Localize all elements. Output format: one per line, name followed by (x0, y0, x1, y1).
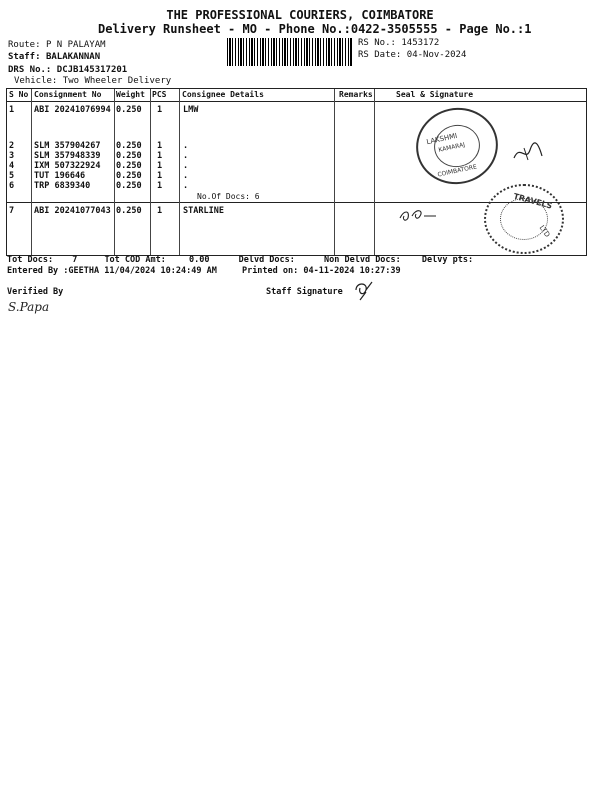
column-divider (374, 89, 375, 255)
column-divider (334, 89, 335, 255)
staff-row (8, 52, 100, 62)
row-3-sno: 3 (9, 151, 15, 161)
route-label: Route: (8, 40, 41, 50)
handwritten-signature (398, 206, 438, 224)
route-row (8, 40, 106, 50)
verified-by-label: Verified By (7, 287, 64, 297)
col-header-seal: Seal & Signature (396, 90, 474, 99)
row-6-weight: 0.250 (116, 181, 142, 191)
row-3-pcs: 1 (157, 151, 163, 161)
barcode-image (227, 38, 353, 66)
row-6-sno: 6 (9, 181, 15, 191)
row-7-consignee: STARLINE (183, 206, 224, 216)
row-3-consignment: SLM 357948339 (34, 151, 101, 161)
column-divider (150, 89, 151, 255)
row-4-pcs: 1 (157, 161, 163, 171)
tot-docs-label: Tot Docs: (7, 255, 54, 265)
drs-value: DCJB145317201 (56, 65, 128, 75)
row-4-weight: 0.250 (116, 161, 142, 171)
route-value: P N PALAYAM (45, 40, 106, 50)
entry-line (7, 266, 401, 276)
col-header-weight: Weight (116, 90, 145, 99)
col-header-consignment: Consignment No (34, 90, 102, 99)
verified-by-signature: S.Papa (8, 300, 50, 314)
printed-on: Printed on: 04-11-2024 10:27:39 (241, 266, 401, 276)
header-divider (7, 101, 586, 102)
page-title: THE PROFESSIONAL COURIERS, COIMBATORE (166, 8, 434, 22)
delvd-docs-label: Delvd Docs: (238, 255, 295, 265)
rs-no-label: RS No.: (358, 38, 396, 48)
row-5-pcs: 1 (157, 171, 163, 181)
row-6-consignee: . (183, 181, 189, 191)
row-1-consignment: ABI 20241076994 (34, 105, 111, 115)
row-3-consignee: . (183, 151, 189, 161)
entered-by: Entered By :GEETHA 11/04/2024 10:24:49 AM (7, 266, 217, 276)
staff-signature-label: Staff Signature (266, 287, 343, 297)
seal-lettering (486, 186, 562, 252)
column-divider (114, 89, 115, 255)
col-header-remarks: Remarks (339, 90, 373, 99)
tot-docs-value: 7 (72, 255, 78, 265)
delvy-pts-label: Delvy pts: (421, 255, 474, 265)
tot-cod-label: Tot COD Amt: (104, 255, 166, 265)
round-seal-stamp (484, 184, 564, 254)
row-4-consignment: IXM 507322924 (34, 161, 101, 171)
vehicle-value: Two Wheeler Delivery (62, 76, 172, 86)
svg-text:TRAVELS: TRAVELS (512, 191, 554, 211)
row-2-pcs: 1 (157, 141, 163, 151)
col-header-consignee: Consignee Details (182, 90, 264, 99)
row-5-consignment: TUT 196646 (34, 171, 86, 181)
handwritten-signature (512, 140, 546, 164)
rs-date-row (358, 50, 466, 60)
row-5-consignee: . (183, 171, 189, 181)
rs-no-value: 1453172 (401, 38, 440, 48)
row-3-weight: 0.250 (116, 151, 142, 161)
staff-label: Staff: (8, 52, 41, 62)
non-delvd-docs-label: Non Delvd Docs: (324, 255, 401, 265)
no-of-docs: No.Of Docs: 6 (197, 192, 260, 201)
vehicle-label: Vehicle: (14, 76, 58, 86)
row-7-weight: 0.250 (116, 206, 142, 216)
row-5-weight: 0.250 (116, 171, 142, 181)
summary-line (7, 255, 473, 265)
row-7-pcs: 1 (157, 206, 163, 216)
drs-row (8, 65, 127, 75)
row-2-sno: 2 (9, 141, 15, 151)
row-2-consignment: SLM 357904267 (34, 141, 101, 151)
rs-no-row (358, 38, 439, 48)
svg-text:COIMBATORE: COIMBATORE (436, 163, 478, 179)
svg-text:KAMARAJ: KAMARAJ (437, 141, 466, 154)
rs-date-value: 04-Nov-2024 (406, 50, 467, 60)
row-1-pcs: 1 (157, 105, 163, 115)
row-1-sno: 1 (9, 105, 15, 115)
row-4-consignee: . (183, 161, 189, 171)
tot-cod-value: 0.00 (188, 255, 210, 265)
runsheet-subtitle: Delivery Runsheet - MO - Phone No.:0422-3505555 - Page No.:1 (98, 22, 532, 36)
row-6-consignment: TRP 6839340 (34, 181, 91, 191)
row-2-weight: 0.250 (116, 141, 142, 151)
vehicle-row (14, 76, 171, 86)
row-7-sno: 7 (9, 206, 15, 216)
row-1-weight: 0.250 (116, 105, 142, 115)
row-7-consignment: ABI 20241077043 (34, 206, 111, 216)
rs-date-label: RS Date: (358, 50, 402, 60)
svg-text:LAKSHMI: LAKSHMI (425, 131, 458, 147)
column-divider (179, 89, 180, 255)
column-divider (31, 89, 32, 255)
col-header-sno: S No (9, 90, 29, 99)
drs-label: DRS No.: (8, 65, 52, 75)
row-5-sno: 5 (9, 171, 15, 181)
svg-text:LTD: LTD (537, 223, 552, 239)
staff-value: BALAKANNAN (45, 52, 101, 62)
row-4-sno: 4 (9, 161, 15, 171)
staff-signature-mark (352, 280, 378, 302)
row-2-consignee: . (183, 141, 189, 151)
col-header-pcs: PCS (152, 90, 167, 99)
row-1-consignee: LMW (183, 105, 199, 115)
row-6-pcs: 1 (157, 181, 163, 191)
